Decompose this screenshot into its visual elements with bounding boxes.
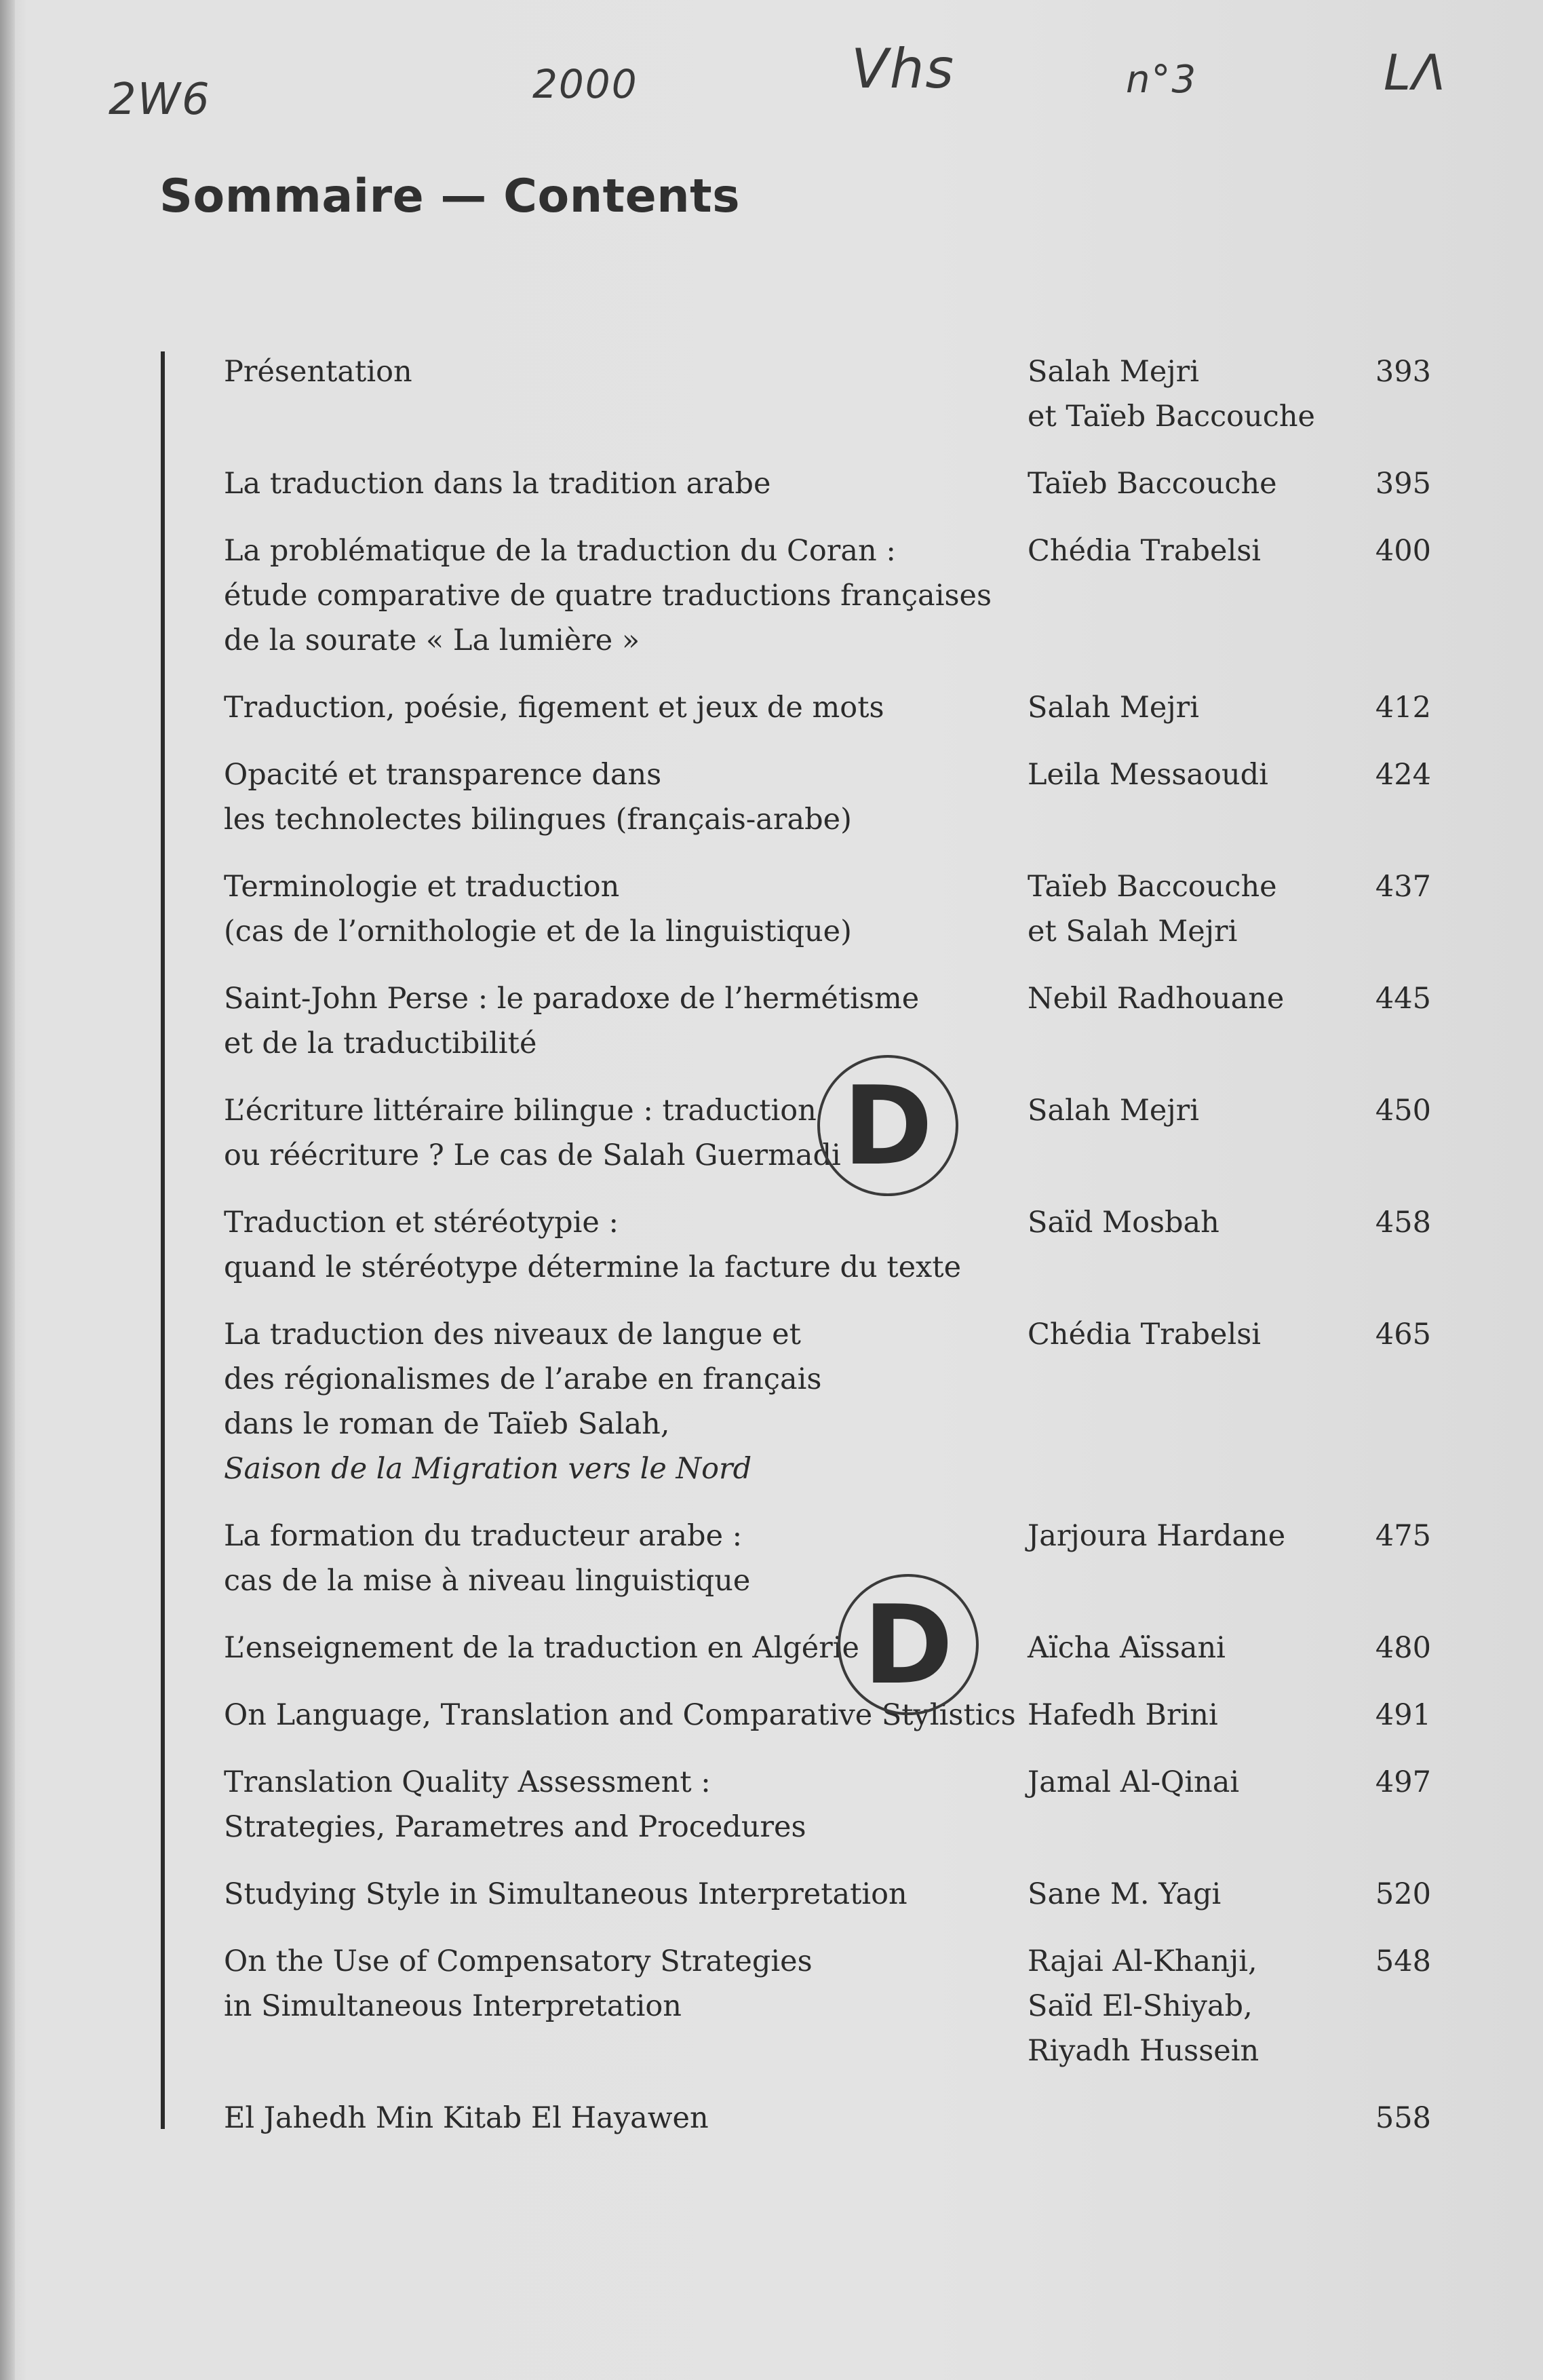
entry-title-line: les technolectes bilingues (français-arabe) — [224, 803, 852, 837]
toc-entry — [224, 976, 1431, 1066]
entry-title-line: La problématique de la traduction du Coran : — [224, 534, 896, 568]
entry-authors — [1028, 1626, 1356, 1670]
toc-entry — [224, 2096, 1431, 2141]
entry-title-line: Translation Quality Assessment : — [224, 1765, 711, 1799]
entry-authors — [1028, 1200, 1356, 1245]
toc-entry — [224, 1872, 1431, 1917]
entry-title-line: Opacité et transparence dans — [224, 758, 662, 792]
entry-title-line: de la sourate « La lumière » — [224, 623, 640, 657]
entry-title — [224, 349, 1028, 394]
handwritten-vol: Vhs — [851, 37, 956, 100]
handwritten-mark: LΛ — [1384, 44, 1447, 101]
toc-entry — [224, 685, 1431, 730]
binding-edge — [0, 0, 15, 2380]
entry-page-number: 412 — [1375, 691, 1431, 725]
entry-page-number: 520 — [1375, 1877, 1431, 1911]
entry-title — [224, 1200, 1028, 1290]
entry-title — [224, 685, 1028, 730]
entry-authors — [1028, 461, 1356, 506]
entry-authors — [1028, 529, 1356, 573]
entry-title-line: dans le roman de Taïeb Salah, — [224, 1407, 670, 1441]
entry-author-line: Taïeb Baccouche — [1028, 870, 1277, 904]
entry-title — [224, 1872, 1028, 1917]
toc-vertical-rule — [161, 351, 165, 2129]
entry-author-line: Salah Mejri — [1028, 355, 1199, 389]
entry-page-number: 458 — [1375, 1206, 1431, 1240]
table-of-contents — [224, 349, 1431, 2163]
entry-title — [224, 864, 1028, 954]
entry-title-line: Traduction et stéréotypie : — [224, 1206, 619, 1240]
entry-authors — [1028, 864, 1356, 954]
toc-entry — [224, 1693, 1431, 1738]
entry-author-line: et Salah Mejri — [1028, 915, 1238, 948]
entry-page-number: 395 — [1375, 467, 1431, 501]
toc-entry — [224, 1939, 1431, 2073]
entry-authors — [1028, 685, 1356, 730]
handwritten-year: 2000 — [532, 61, 638, 107]
entry-authors — [1028, 1939, 1356, 2073]
entry-page-number: 491 — [1375, 1698, 1431, 1732]
entry-page-number: 400 — [1375, 534, 1431, 568]
entry-page-number: 548 — [1375, 1944, 1431, 1978]
entry-title-line: La traduction des niveaux de langue et — [224, 1318, 801, 1351]
toc-entry — [224, 1312, 1431, 1491]
toc-entry — [224, 349, 1431, 439]
entry-title-italic: Saison de la Migration vers le Nord — [224, 1452, 752, 1486]
entry-author-line: Taïeb Baccouche — [1028, 467, 1277, 501]
entry-title-line: in Simultaneous Interpretation — [224, 1989, 682, 2023]
toc-entry — [224, 752, 1431, 842]
entry-title-line: El Jahedh Min Kitab El Hayawen — [224, 2101, 709, 2135]
entry-authors — [1028, 1088, 1356, 1133]
entry-authors — [1028, 1693, 1356, 1738]
library-stamp: D — [817, 1055, 958, 1196]
library-stamp: D — [838, 1574, 979, 1715]
entry-title-line: ou réécriture ? Le cas de Salah Guermadi — [224, 1138, 841, 1172]
entry-title-line: La traduction dans la tradition arabe — [224, 467, 771, 501]
entry-title — [224, 752, 1028, 842]
entry-title-line: étude comparative de quatre traductions françaises — [224, 579, 992, 613]
entry-authors — [1028, 1514, 1356, 1558]
handwritten-number: n°3 — [1126, 58, 1198, 102]
entry-author-line: Saïd Mosbah — [1028, 1206, 1219, 1240]
entry-authors — [1028, 752, 1356, 797]
entry-title — [224, 529, 1028, 663]
entry-author-line: Chédia Trabelsi — [1028, 534, 1262, 568]
entry-title-line: et de la traductibilité — [224, 1026, 537, 1060]
entry-title-line: L’enseignement de la traduction en Algérie — [224, 1631, 859, 1665]
entry-title-line: cas de la mise à niveau linguistique — [224, 1564, 751, 1598]
entry-page-number: 424 — [1375, 758, 1431, 792]
entry-author-line: Hafedh Brini — [1028, 1698, 1218, 1732]
entry-title-line: On the Use of Compensatory Strategies — [224, 1944, 813, 1978]
entry-title-line: Studying Style in Simultaneous Interpretation — [224, 1877, 907, 1911]
entry-author-line: Sane M. Yagi — [1028, 1877, 1222, 1911]
entry-title — [224, 1312, 1028, 1491]
entry-authors — [1028, 349, 1356, 439]
entry-title-line: La formation du traducteur arabe : — [224, 1519, 743, 1553]
entry-author-line: et Taïeb Baccouche — [1028, 400, 1315, 434]
entry-page-number: 393 — [1375, 355, 1431, 389]
entry-title — [224, 1939, 1028, 2029]
entry-author-line: Riyadh Hussein — [1028, 2034, 1259, 2068]
toc-entry — [224, 864, 1431, 954]
entry-title — [224, 2096, 1028, 2141]
entry-title-line: Terminologie et traduction — [224, 870, 620, 904]
entry-title-line: Traduction, poésie, figement et jeux de mots — [224, 691, 884, 725]
entry-author-line: Salah Mejri — [1028, 1094, 1199, 1128]
entry-authors — [1028, 976, 1356, 1021]
toc-entry — [224, 1760, 1431, 1849]
entry-page-number: 558 — [1375, 2101, 1431, 2135]
entry-author-line: Jarjoura Hardane — [1028, 1519, 1286, 1553]
toc-entry — [224, 461, 1431, 506]
handwritten-ref: 2W6 — [109, 75, 211, 125]
entry-author-line: Rajai Al-Khanji, — [1028, 1944, 1257, 1978]
entry-page-number: 465 — [1375, 1318, 1431, 1351]
entry-title-line: Strategies, Parametres and Procedures — [224, 1810, 806, 1844]
entry-page-number: 450 — [1375, 1094, 1431, 1128]
entry-author-line: Aïcha Aïssani — [1028, 1631, 1226, 1665]
toc-entry — [224, 1514, 1431, 1603]
page-title: Sommaire — Contents — [159, 170, 741, 223]
entry-title-line: des régionalismes de l’arabe en français — [224, 1362, 822, 1396]
toc-entry — [224, 1626, 1431, 1670]
entry-title-line: quand le stéréotype détermine la facture du texte — [224, 1250, 962, 1284]
entry-title-line: Présentation — [224, 355, 412, 389]
entry-page-number: 475 — [1375, 1519, 1431, 1553]
entry-page-number: 445 — [1375, 982, 1431, 1016]
toc-entry — [224, 529, 1431, 663]
entry-title-line: Saint-John Perse : le paradoxe de l’hermétisme — [224, 982, 920, 1016]
toc-entry — [224, 1200, 1431, 1290]
entry-author-line: Leila Messaoudi — [1028, 758, 1268, 792]
entry-title — [224, 461, 1028, 506]
entry-authors — [1028, 1872, 1356, 1917]
entry-author-line: Saïd El-Shiyab, — [1028, 1989, 1253, 2023]
entry-page-number: 437 — [1375, 870, 1431, 904]
entry-title — [224, 976, 1028, 1066]
entry-page-number: 497 — [1375, 1765, 1431, 1799]
entry-author-line: Nebil Radhouane — [1028, 982, 1285, 1016]
entry-authors — [1028, 1760, 1356, 1805]
entry-title-line: On Language, Translation and Comparative Stylistics — [224, 1698, 1016, 1732]
entry-author-line: Jamal Al-Qinai — [1028, 1765, 1240, 1799]
entry-title — [224, 1760, 1028, 1849]
entry-authors — [1028, 1312, 1356, 1357]
entry-author-line: Chédia Trabelsi — [1028, 1318, 1262, 1351]
entry-title-line: L’écriture littéraire bilingue : traduction — [224, 1094, 817, 1128]
entry-author-line: Salah Mejri — [1028, 691, 1199, 725]
entry-title-line: (cas de l’ornithologie et de la linguistique) — [224, 915, 852, 948]
entry-page-number: 480 — [1375, 1631, 1431, 1665]
